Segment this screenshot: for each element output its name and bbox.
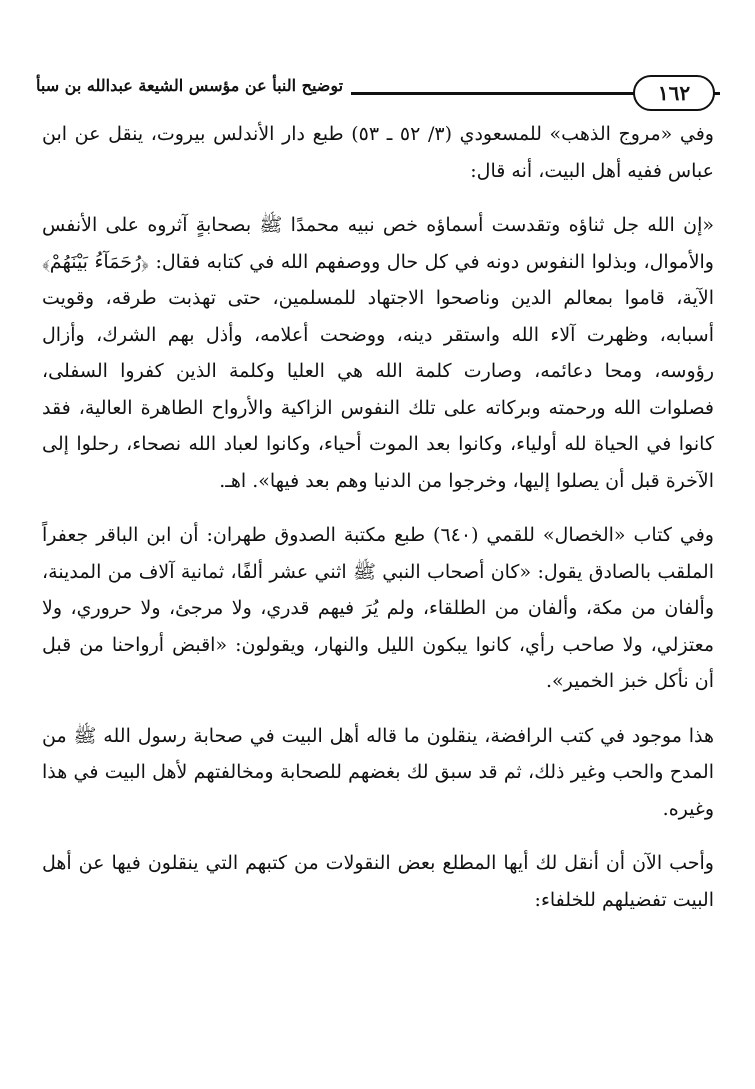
page-header bbox=[30, 72, 720, 112]
paragraph-5: وأحب الآن أن أنقل لك أيها المطلع بعض النقولات من كتبهم التي ينقلون فيها عن أهل البيت تفضيلهم للخلفاء: bbox=[42, 852, 714, 911]
paragraph-2: «إن الله جل ثناؤه وتقدست أسماؤه خص نبيه محمدًا ﷺ بصحابةٍ آثروه على الأنفس والأموال، وبذلوا النفوس دونه في كل حال ووصفهم الله في كتابه فقال: ﴿رُحَمَآءُ بَيْنَهُمْ﴾ الآية، قاموا بمعالم الدين وناصحوا الاجتهاد للمسلمين، حتى تهذبت طرقه، وقويت أسبابه، وظهرت آلاء الله واستقر دينه، ووضحت أعلامه، وأذل بهم الشرك، وأزال رؤوسه، ومحا دعائمه، وصارت كلمة الله هي العليا وكلمة الذين كفروا السفلى، فصلوات الله ورحمته وبركاته على تلك النفوس الزاكية والأرواح الطاهرة العالية، فقد كانوا في الحياة لله أولياء، وكانوا بعد الموت أحياء، وكانوا لعباد الله نصحاء، رحلوا إلى الآخرة قبل أن يصلوا إليها، وخرجوا من الدنيا وهم بعد فيها». اهـ. bbox=[42, 214, 714, 492]
paragraph-1: وفي «مروج الذهب» للمسعودي (٣/ ٥٢ ـ ٥٣) طبع دار الأندلس بيروت، ينقل عن ابن عباس ففيه أهل البيت، أنه قال: bbox=[42, 123, 714, 182]
paragraph-3: وفي كتاب «الخصال» للقمي (٦٤٠) طبع مكتبة الصدوق طهران: أن ابن الباقر جعفراً الملقب بالصادق يقول: «كان أصحاب النبي ﷺ اثني عشر ألفًا، ثمانية آلاف من المدينة، وألفان من مكة، وألفان من الطلقاء، ولم يُرَ فيهم قدري، ولا مرجئ، ولا حروري، ولا معتزلي، ولا صاحب رأي، كانوا يبكون الليل والنهار، ويقولون: «اقبض أرواحنا من قبل أن نأكل خبز الخمير». bbox=[42, 524, 714, 692]
running-title: توضيح النبأ عن مؤسس الشيعة عبدالله بن سبأ bbox=[30, 76, 351, 95]
page-body bbox=[42, 116, 714, 918]
page-number: ١٦٢ bbox=[657, 81, 691, 105]
paragraph-4: هذا موجود في كتب الرافضة، ينقلون ما قاله أهل البيت في صحابة رسول الله ﷺ من المدح والحب وغير ذلك، ثم قد سبق لك بغضهم للصحابة ومخالفتهم لأهل البيت في هذا وغيره. bbox=[42, 724, 714, 820]
page-number-badge bbox=[633, 75, 715, 111]
